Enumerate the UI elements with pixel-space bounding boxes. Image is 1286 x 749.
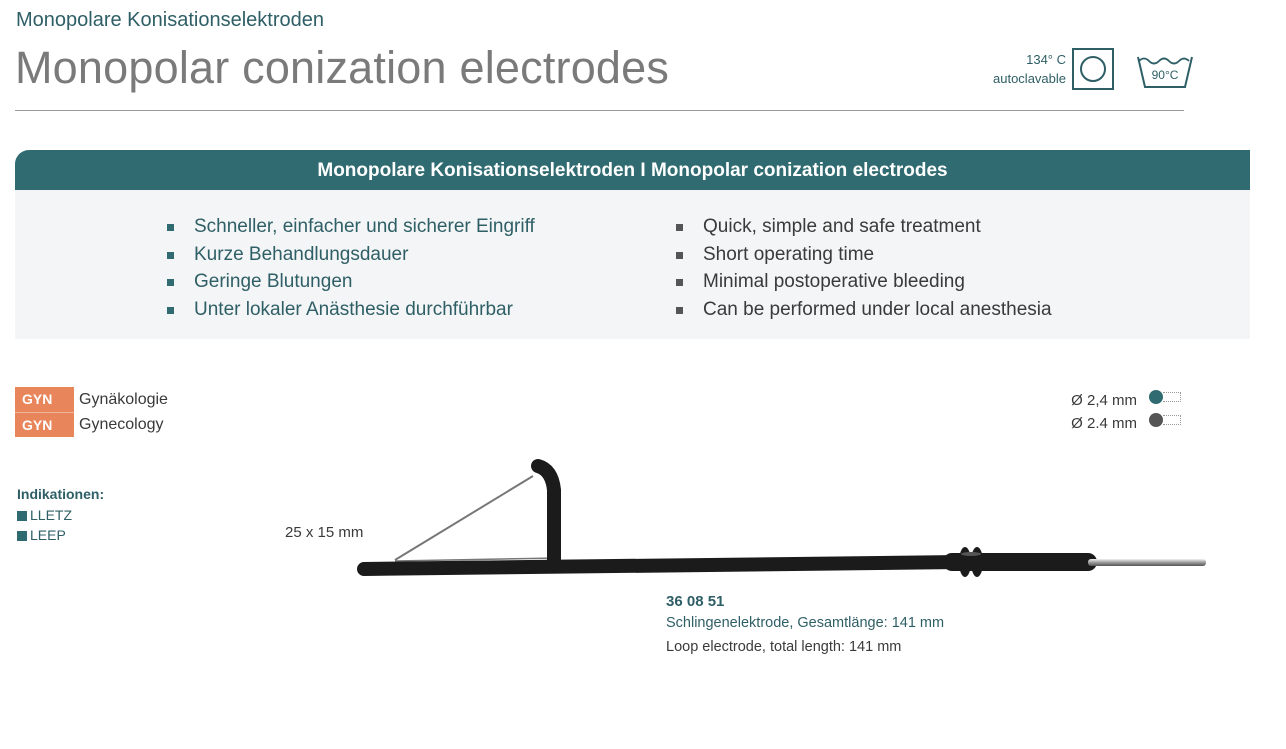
bullet-icon [167, 224, 174, 231]
indication-item [17, 507, 72, 523]
article-number: 36 08 51 [666, 593, 725, 610]
dimension-line [1163, 415, 1181, 425]
product-description-english: Loop electrode, total length: 141 mm [666, 639, 902, 655]
list-item [676, 213, 1052, 241]
subtitle-german: Monopolare Konisationselektroden [16, 9, 324, 31]
bullet-icon [167, 279, 174, 286]
feature-text: Minimal postoperative bleeding [703, 271, 965, 293]
list-item [676, 268, 1052, 296]
electrode-illustration [340, 450, 1220, 590]
diameter-german: Ø 2,4 mm [1071, 392, 1137, 409]
autoclave-icon [1072, 48, 1114, 90]
indication-text: LEEP [30, 527, 66, 543]
indications-title: Indikationen: [17, 486, 105, 502]
feature-text: Short operating time [703, 243, 875, 265]
feature-text: Quick, simple and safe treatment [703, 216, 981, 237]
square-bullet-icon [17, 531, 27, 541]
specialty-label-english: Gynecology [79, 416, 164, 433]
bullet-icon [676, 252, 683, 259]
autoclave-temperature: 134° C [1026, 52, 1066, 67]
dimension-line [1163, 392, 1181, 402]
square-bullet-icon [17, 511, 27, 521]
wash-90-icon [1136, 52, 1196, 90]
feature-text: Geringe Blutungen [194, 271, 353, 293]
list-item [167, 213, 535, 241]
list-item [167, 241, 535, 269]
feature-text: Schneller, einfacher und sicherer Eingriff [194, 216, 535, 237]
specialty-label-german: Gynäkologie [79, 391, 168, 408]
product-description-german: Schlingenelektrode, Gesamtlänge: 141 mm [666, 615, 945, 631]
section-banner [15, 150, 1250, 190]
teal-dot-icon [1149, 390, 1163, 404]
feature-text: Can be performed under local anesthesia [703, 299, 1052, 321]
features-panel [15, 190, 1250, 339]
list-item [676, 241, 1052, 269]
indication-item [17, 527, 66, 543]
features-list-german [167, 213, 535, 324]
banner-title: Monopolare Konisationselektroden I Monopolar conization electrodes [317, 160, 948, 181]
feature-text: Unter lokaler Anästhesie durchführbar [194, 299, 513, 321]
feature-text: Kurze Behandlungsdauer [194, 243, 409, 265]
specialty-tag-english: GYN [15, 412, 74, 437]
loop-dimension: 25 x 15 mm [285, 524, 364, 541]
wash-temperature: 90°C [1151, 68, 1179, 82]
list-item [167, 268, 535, 296]
bullet-icon [676, 279, 683, 286]
bullet-icon [167, 307, 174, 314]
grey-dot-icon [1149, 413, 1163, 427]
bullet-icon [676, 224, 683, 231]
list-item [167, 296, 535, 324]
bullet-icon [167, 252, 174, 259]
indication-text: LLETZ [30, 507, 73, 523]
features-list-english [676, 213, 1052, 324]
diameter-english: Ø 2.4 mm [1071, 415, 1137, 432]
specialty-tag-german: GYN [15, 387, 74, 412]
title-divider [15, 110, 1184, 111]
page-title: Monopolar conization electrodes [15, 42, 670, 93]
autoclave-label: autoclavable [993, 71, 1066, 86]
list-item [676, 296, 1052, 324]
bullet-icon [676, 307, 683, 314]
